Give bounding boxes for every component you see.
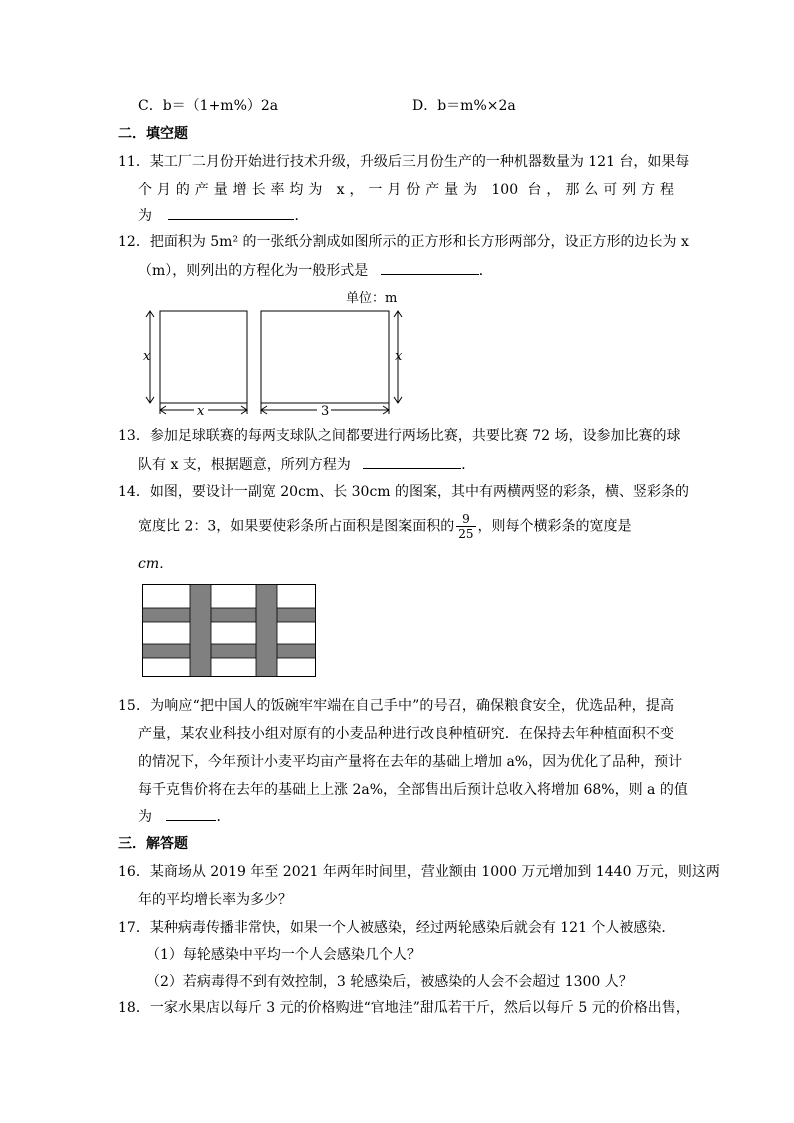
q15-answer-blank[interactable] <box>166 806 216 821</box>
q15-line4: 每千克售价将在去年的基础上上涨 2a%，全部售出后预计总收入将增加 68%，则 a 的值 <box>138 782 688 798</box>
q12-answer-blank[interactable] <box>381 260 479 275</box>
q14-outer-frame <box>143 585 316 677</box>
q11-answer-blank[interactable] <box>168 205 294 220</box>
q14-horizontal-stripe-bottom <box>143 644 316 658</box>
q14-fraction-denominator: 25 <box>458 527 474 541</box>
q11-line3-prefix: 为 <box>138 208 152 224</box>
q12-rectangle <box>261 311 389 403</box>
q11-line1: 11．某工厂二月份开始进行技术升级，升级后三月份生产的一种机器数量为 121 台，如果每 <box>118 154 690 170</box>
q10-option-d: D．b＝m%×2a <box>412 98 516 114</box>
q16-line2: 年的平均增长率为多少？ <box>138 892 292 908</box>
q15-line3: 的情况下，今年预计小麦平均亩产量将在去年的基础上增加 a%，因为优化了品种，预计 <box>138 754 683 770</box>
q12-label-bottom-right: 3 <box>321 404 330 419</box>
q14-fraction-numerator: 9 <box>456 512 475 527</box>
q13-line2-prefix: 队有 x 支，根据题意，所列方程为 <box>138 457 351 473</box>
q12-figure <box>130 286 420 420</box>
q15-line5-suffix: ． <box>216 809 231 825</box>
q15-line1: 15．为响应“把中国人的饭碗牢牢端在自己手中”的号召，确保粮食安全，优选品种，提高 <box>118 698 674 714</box>
q14-line3: cm． <box>138 556 174 572</box>
q15-line5 <box>138 806 230 827</box>
section-fill-in-title: 二．填空题 <box>118 126 188 142</box>
q14-vertical-stripe-left <box>190 585 211 677</box>
q12-square <box>160 311 247 403</box>
q14-fraction <box>456 512 475 541</box>
q15-line2: 产量，某农业科技小组对原有的小麦品种进行改良种植研究．在保持去年种植面积不变 <box>138 726 674 742</box>
q14-line2 <box>138 512 674 541</box>
q14-line2-prefix: 宽度比 2：3，如果要使彩条所占面积是图案面积的 <box>138 518 455 535</box>
q14-figure <box>142 584 317 678</box>
q12-unit-label: 单位：m <box>346 291 398 306</box>
q14-line2-suffix: ，则每个横彩条的宽度是 <box>477 518 632 535</box>
q13-line2 <box>138 454 475 475</box>
q10-option-c: C．b＝（1+m%）2a <box>138 98 279 114</box>
q14-vertical-stripe-right <box>256 585 277 677</box>
q11-line2: 个月的产量增长率均为 x，一月份产量为 100 台，那么可列方程 <box>138 182 674 198</box>
q12-line2-suffix: ． <box>478 263 493 279</box>
q12-label-left-side: x <box>143 349 151 364</box>
section-answer-title: 三．解答题 <box>118 836 188 852</box>
q11-line3-suffix: ． <box>294 208 309 224</box>
q12-label-right-side: x <box>395 349 403 364</box>
q12-line2-prefix: （m），则列出的方程化为一般形式是 <box>138 263 369 279</box>
q14-line1: 14．如图，要设计一副宽 20cm、长 30cm 的图案，其中有两横两竖的彩条，横、竖彩条的 <box>118 484 690 500</box>
q12-label-bottom-left: x <box>197 404 205 419</box>
q13-answer-blank[interactable] <box>363 454 461 469</box>
q12-line2 <box>138 260 493 281</box>
q17-line1: 17．某种病毒传播非常快，如果一个人被感染，经过两轮感染后就会有 121 个人被感染． <box>118 920 676 936</box>
q14-horizontal-stripe-top <box>143 608 316 622</box>
q12-line1: 12．把面积为 5m² 的一张纸分割成如图所示的正方形和长方形两部分，设正方形的边长为 x <box>118 234 689 250</box>
q16-line1: 16．某商场从 2019 年至 2021 年两年时间里，营业额由 1000 万元增加到 1440 万元，则这两 <box>118 864 720 880</box>
q17-part1: （1）每轮感染中平均一个人会感染几个人？ <box>146 947 421 963</box>
q13-line2-suffix: ． <box>461 457 476 473</box>
q13-line1: 13．参加足球联赛的每两支球队之间都要进行两场比赛，共要比赛 72 场，设参加比赛的球 <box>118 428 681 444</box>
q17-part2: （2）若病毒得不到有效控制，3 轮感染后，被感染的人会不会超过 1300 人？ <box>146 974 633 990</box>
q18-line1: 18．一家水果店以每斤 3 元的价格购进“官地洼”甜瓜若干斤，然后以每斤 5 元的价格出售， <box>118 1000 690 1016</box>
q11-line3 <box>138 205 308 226</box>
q15-line5-prefix: 为 <box>138 809 152 825</box>
